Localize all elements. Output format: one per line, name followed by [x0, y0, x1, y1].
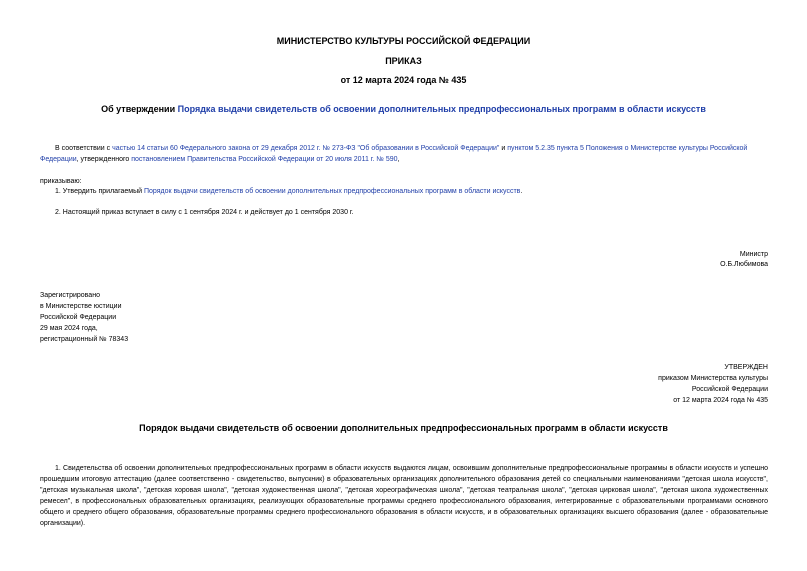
registration-line-5: регистрационный № 78343: [40, 336, 129, 343]
ministry-heading: МИНИСТЕРСТВО КУЛЬТУРЫ РОССИЙСКОЙ ФЕДЕРАЦИИ: [276, 36, 531, 46]
procedure-link[interactable]: Порядок выдачи свидетельств об освоении дополнительных предпрофессиональных программ в области искусств: [143, 188, 521, 195]
preamble-text-2: и: [499, 145, 508, 152]
procedure-title: Порядок выдачи свидетельств об освоении дополнительных предпрофессиональных программ в области искусств: [139, 423, 668, 433]
approval-line-1: УТВЕРЖДЕН: [724, 364, 768, 371]
registration-line-3: Российской Федерации: [40, 314, 117, 321]
registration-block: [40, 290, 128, 345]
registration-line-4: 29 мая 2024 года,: [40, 325, 98, 332]
order-title-link[interactable]: Порядка выдачи свидетельств об освоении дополнительных предпрофессиональных программ в области искусств: [177, 104, 706, 114]
preamble-text-4: ,: [397, 156, 400, 163]
signature-position: Министр: [739, 251, 768, 258]
registration-line-2: в Министерстве юстиции: [40, 303, 122, 310]
doc-date-number: от 12 марта 2024 года № 435: [340, 75, 467, 85]
approval-line-4: от 12 марта 2024 года № 435: [673, 397, 768, 404]
order-item-1-prefix: 1. Утвердить прилагаемый: [55, 188, 144, 195]
approval-block: [658, 362, 768, 406]
order-item-2: 2. Настоящий приказ вступает в силу с 1 сентября 2024 г. и действует до 1 сентября 2030 г.: [55, 209, 354, 216]
preamble-text-1: В соответствии с: [55, 145, 113, 152]
law-link[interactable]: частью 14 статьи 60 Федерального закона от 29 декабря 2012 г. № 273-ФЗ "Об образовании в Российской Федерации": [112, 145, 500, 152]
preamble-paragraph: [40, 143, 770, 165]
approval-line-2: приказом Министерства культуры: [658, 375, 768, 382]
order-item-1-suffix: .: [520, 188, 523, 195]
doc-type-heading: ПРИКАЗ: [385, 56, 422, 66]
order-title-prefix: Об утверждении: [101, 104, 176, 114]
resolution-link[interactable]: постановлением Правительства Российской Федерации от 20 июля 2011 г. № 590: [131, 156, 398, 163]
registration-line-1: Зарегистрировано: [40, 292, 100, 299]
prikazyvayu-text: приказываю:: [40, 178, 82, 185]
approval-line-3: Российской Федерации: [691, 386, 768, 393]
regulation-link[interactable]: пунктом 5.2.35 пункта 5 Положения о Министерстве культуры Российской Федерации: [40, 145, 748, 163]
procedure-paragraph-1: 1. Свидетельства об освоении дополнительных предпрофессиональных программ в области искусств выдаются лицам, освоившим дополнительные предпрофессиональные программы в области искусств и успешно прошедшим итоговую аттестацию (далее соответственно - свидетельство, выпускник) в образовательных организациях дополнительного образования детей со специальными наименованиями "детская школа искусств", "детская музыкальная школа", "детская хоровая школа", "детская художественная школа", "детская хореографическая школа", "детская театральная школа", "детская цирковая школа", "детская школа художественных ремесел", в профессиональных образовательных организациях, реализующих образовательные программы среднего профессионального образования, интегрированные с образовательными программами основного общего и среднего общего образования, образовательные программы среднего профессионального образования в области искусств, и в образовательных организациях высшего образования (далее - образовательные организации).: [40, 465, 768, 527]
order-title: [0, 104, 807, 115]
order-item-1: [55, 186, 770, 197]
signature-name: О.Б.Любимова: [720, 261, 768, 268]
preamble-text-3: , утвержденного: [76, 156, 132, 163]
